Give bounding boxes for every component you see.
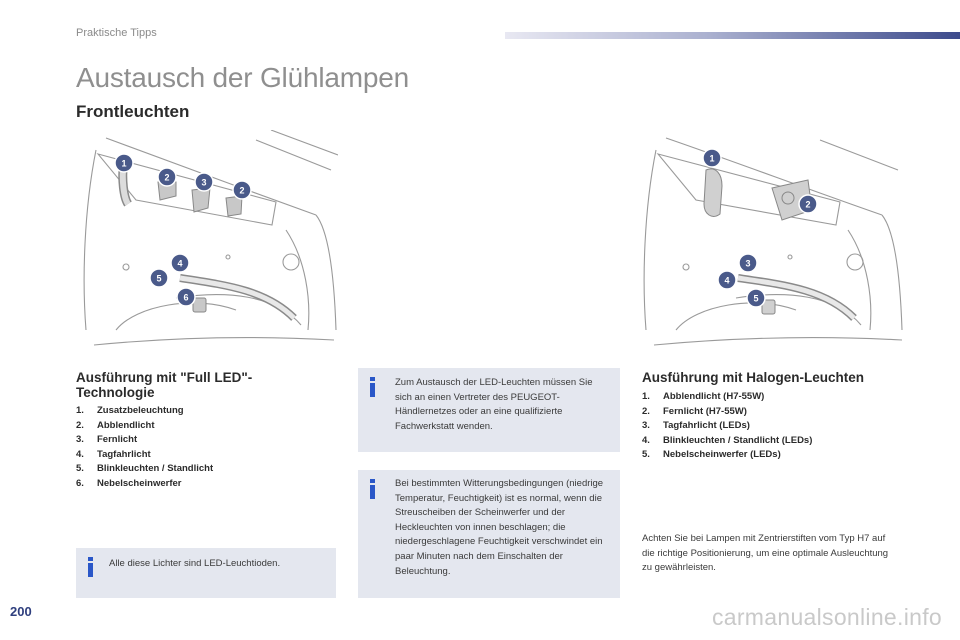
full-led-headlamp-illustration [76, 130, 338, 356]
list-item: 5. Nebelscheinwerfer (LEDs) [642, 449, 781, 460]
list-item: 4. Blinkleuchten / Standlicht (LEDs) [642, 434, 813, 446]
halogen-callout-5: 5 [753, 293, 759, 304]
info-icon [370, 479, 375, 499]
callout-4: 4 [177, 258, 183, 269]
callout-6: 6 [183, 292, 189, 303]
info-icon [370, 377, 375, 397]
full-led-title: Ausführung mit "Full LED"-Technologie [76, 370, 253, 400]
led-info-text: Alle diese Lichter sind LED-Leuchtioden. [109, 558, 281, 569]
list-item: 4. Tagfahrlicht [76, 448, 151, 460]
halogen-callout-3: 3 [745, 258, 751, 269]
callout-3: 3 [201, 177, 207, 188]
list-item: 1. Abblendlicht (H7-55W) [642, 391, 765, 402]
led-info-box [76, 548, 336, 598]
callout-2b: 2 [239, 185, 245, 196]
halogen-callout-1: 1 [709, 153, 715, 164]
list-item: 2. Fernlicht (H7-55W) [642, 405, 747, 417]
list-item: 3. Tagfahrlicht (LEDs) [642, 420, 750, 431]
condensation-info-box [358, 470, 620, 598]
header-decorative-bar [505, 32, 960, 39]
halogen-title: Ausführung mit Halogen-Leuchten [642, 370, 864, 385]
page-title: Austausch der Glühlampen [76, 62, 409, 93]
list-item: 2. Abblendlicht [76, 419, 155, 431]
callout-1: 1 [121, 158, 127, 169]
list-item: 1. Zusatzbeleuchtung [76, 405, 184, 416]
halogen-headlamp-illustration [640, 130, 905, 356]
callout-2: 2 [164, 172, 170, 183]
section-heading: Frontleuchten [76, 102, 190, 121]
led-replacement-info-box [358, 368, 620, 452]
list-item: 5. Blinkleuchten / Standlicht [76, 463, 214, 474]
list-item: 6. Nebelscheinwerfer [76, 477, 182, 489]
h7-positioning-note: Achten Sie bei Lampen mit Zentrierstiften vom Typ H7 auf die richtige Positionierung, um eine optimale Ausleuchtung zu gewährleisten. [642, 533, 889, 573]
condensation-info-text: Bei bestimmten Witterungsbedingungen (niedrige Temperatur, Feuchtigkeit) ist es normal, wenn die Streuscheiben der Scheinwerfer und der Heckleuchten von innen beschlagen; die niedergeschlagene Feuchtigkeit verschwindet ein paar Minuten nach dem Einschalten der Beleuchtung. [395, 478, 604, 577]
info-icon [88, 557, 93, 577]
led-replacement-info-text: Zum Austausch der LED-Leuchten müssen Sie sich an einen Vertreter des PEUGEOT-Händlernetzes oder an eine qualifizierte Fachwerkstatt wenden. [395, 377, 593, 432]
page-number: 200 [10, 604, 32, 619]
halogen-callout-4: 4 [724, 275, 730, 286]
halogen-callout-2: 2 [805, 199, 811, 210]
callout-5: 5 [156, 273, 162, 284]
halogen-list [642, 390, 812, 463]
full-led-list [76, 404, 213, 491]
watermark: carmanualsonline.info [711, 604, 942, 630]
list-item: 3. Fernlicht [76, 434, 138, 445]
section-label: Praktische Tipps [76, 27, 157, 39]
